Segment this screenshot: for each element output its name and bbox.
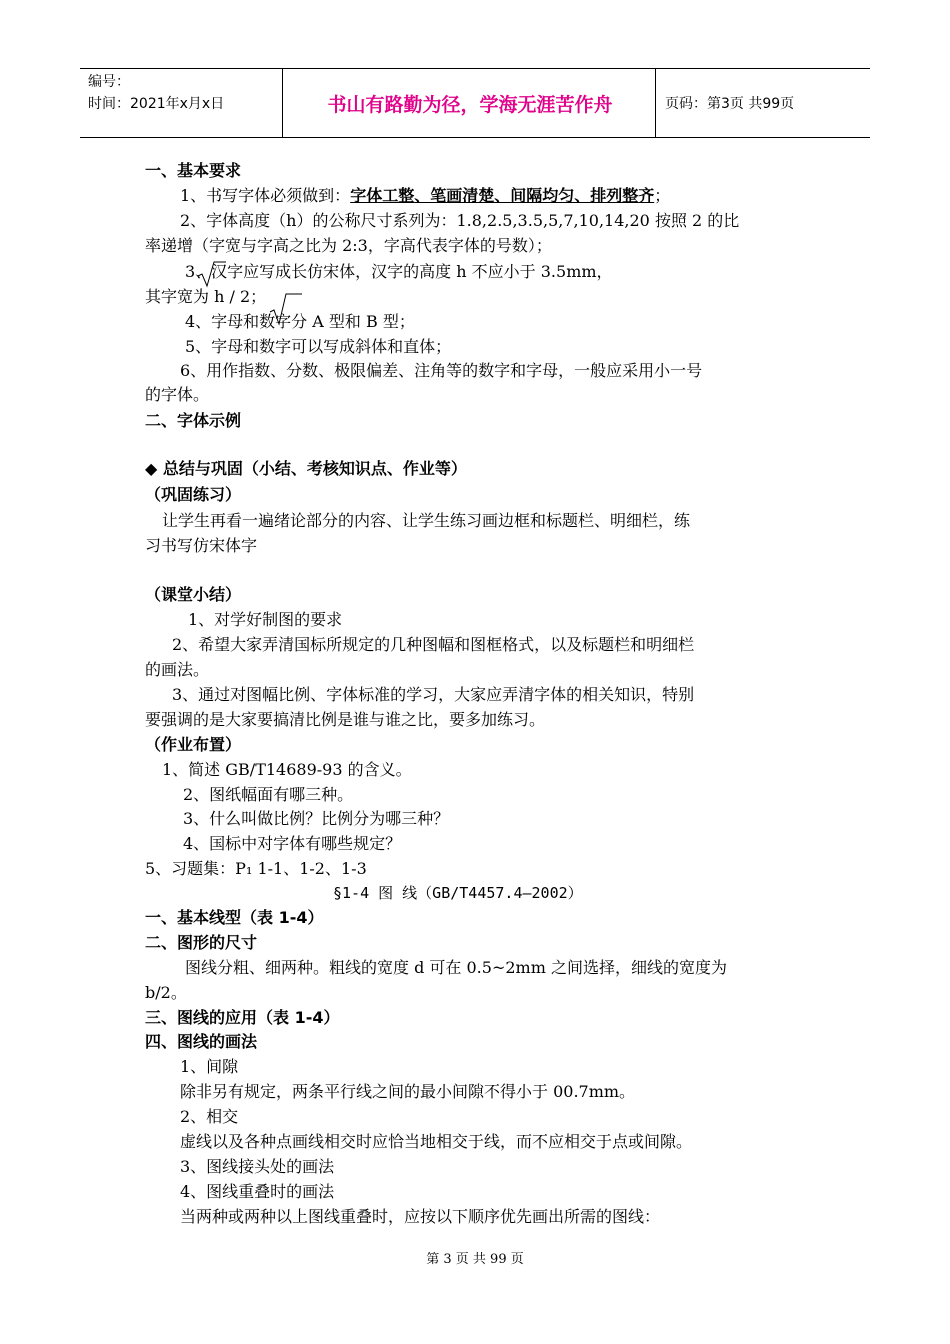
document-header bbox=[80, 68, 870, 138]
chapter-heading-4: 四、图线的画法 bbox=[145, 1032, 258, 1051]
method-3-title: 3、图线接头处的画法 bbox=[180, 1157, 335, 1176]
req-item-6-line2: 的字体。 bbox=[145, 385, 210, 404]
req-item-1 bbox=[180, 185, 670, 207]
req-item-3-line2: 其字宽为 h / 2； bbox=[145, 287, 267, 306]
section1-heading: 一、基本要求 bbox=[145, 161, 242, 180]
page-footer: 第 3 页 共 99 页 bbox=[426, 1252, 524, 1267]
method-2-title: 2、相交 bbox=[180, 1107, 239, 1126]
homework-item-5: 5、习题集：P₁ 1-1、1-2、1-3 bbox=[145, 859, 367, 878]
recap-item-1: 1、对学好制图的要求 bbox=[188, 610, 343, 629]
method-1-text: 除非另有规定，两条平行线之间的最小间隙不得小于 00.7mm。 bbox=[180, 1082, 636, 1101]
chapter-heading-3: 三、图线的应用（表 1-4） bbox=[145, 1008, 340, 1027]
chapter-title: §1-4 图 线（GB/T4457.4—2002） bbox=[333, 884, 583, 902]
recap-heading: （课堂小结） bbox=[145, 585, 242, 604]
header-page-info: 页码：第3页 共99页 bbox=[665, 96, 795, 112]
practice-heading: （巩固练习） bbox=[145, 485, 242, 504]
section2-heading: 二、字体示例 bbox=[145, 411, 242, 430]
req-item-2-line1: 2、字体高度（h）的公称尺寸系列为：1.8,2.5,3.5,5,7,10,14,20 按照 2 的比 bbox=[180, 211, 740, 230]
method-2-text: 虚线以及各种点画线相交时应恰当地相交于线，而不应相交于点或间隙。 bbox=[180, 1132, 693, 1151]
req-item-4: 4、字母和数字分 A 型和 B 型； bbox=[185, 312, 415, 331]
req-item-5: 5、字母和数字可以写成斜体和直体； bbox=[185, 337, 452, 356]
practice-line2: 习书写仿宋体字 bbox=[145, 536, 258, 555]
recap-item-3-line1: 3、通过对图幅比例、字体标准的学习，大家应弄清字体的相关知识，特别 bbox=[172, 685, 695, 704]
method-4-text: 当两种或两种以上图线重叠时，应按以下顺序优先画出所需的图线： bbox=[180, 1207, 661, 1226]
recap-item-3-line2: 要强调的是大家要搞清比例是谁与谁之比，要多加练习。 bbox=[145, 710, 546, 729]
homework-item-4: 4、国标中对字体有哪些规定？ bbox=[183, 834, 402, 853]
homework-item-1: 1、简述 GB/T14689-93 的含义。 bbox=[162, 760, 412, 779]
header-divider-left bbox=[282, 69, 283, 137]
summary-heading: ◆ 总结与巩固（小结、考核知识点、作业等） bbox=[145, 459, 467, 478]
line-width-text-line2: b/2。 bbox=[145, 983, 187, 1002]
method-4-title: 4、图线重叠时的画法 bbox=[180, 1182, 335, 1201]
req-item-1-prefix: 1、书写字体必须做到： bbox=[180, 186, 351, 205]
chapter-heading-1: 一、基本线型（表 1-4） bbox=[145, 908, 324, 927]
homework-heading: （作业布置） bbox=[145, 735, 242, 754]
recap-item-2-line1: 2、希望大家弄清国标所规定的几种图幅和图框格式，以及标题栏和明细栏 bbox=[172, 635, 695, 654]
chapter-heading-2: 二、图形的尺寸 bbox=[145, 933, 258, 952]
recap-item-2-line2: 的画法。 bbox=[145, 660, 210, 679]
method-1-title: 1、间隙 bbox=[180, 1057, 239, 1076]
radical-sign-icon bbox=[196, 258, 226, 288]
req-item-1-suffix: ； bbox=[654, 186, 671, 205]
req-item-3-line1: 3、汉字应写成长仿宋体，汉字的高度 h 不应小于 3.5mm， bbox=[185, 262, 613, 281]
header-divider-right bbox=[655, 69, 656, 137]
date-line: 时间：2021年x月x日 bbox=[88, 96, 225, 112]
practice-line1: 让学生再看一遍绪论部分的内容、让学生练习画边框和标题栏、明细栏，练 bbox=[162, 511, 691, 530]
req-item-6-line1: 6、用作指数、分数、极限偏差、注角等的数字和字母，一般应采用小一号 bbox=[180, 361, 703, 380]
number-label: 编号： bbox=[88, 74, 130, 90]
line-width-text-line1: 图线分粗、细两种。粗线的宽度 d 可在 0.5~2mm 之间选择，细线的宽度为 bbox=[185, 958, 727, 977]
header-motto: 书山有路勤为径，学海无涯苦作舟 bbox=[327, 93, 613, 116]
homework-item-3: 3、什么叫做比例？比例分为哪三种？ bbox=[183, 809, 450, 828]
req-item-2-line2: 率递增（字宽与字高之比为 2:3，字高代表字体的号数）； bbox=[145, 236, 552, 255]
homework-item-2: 2、图纸幅面有哪三种。 bbox=[183, 785, 354, 804]
header-meta bbox=[88, 71, 283, 115]
req-item-1-emphasis: 字体工整、笔画清楚、间隔均匀、排列整齐 bbox=[350, 186, 655, 205]
